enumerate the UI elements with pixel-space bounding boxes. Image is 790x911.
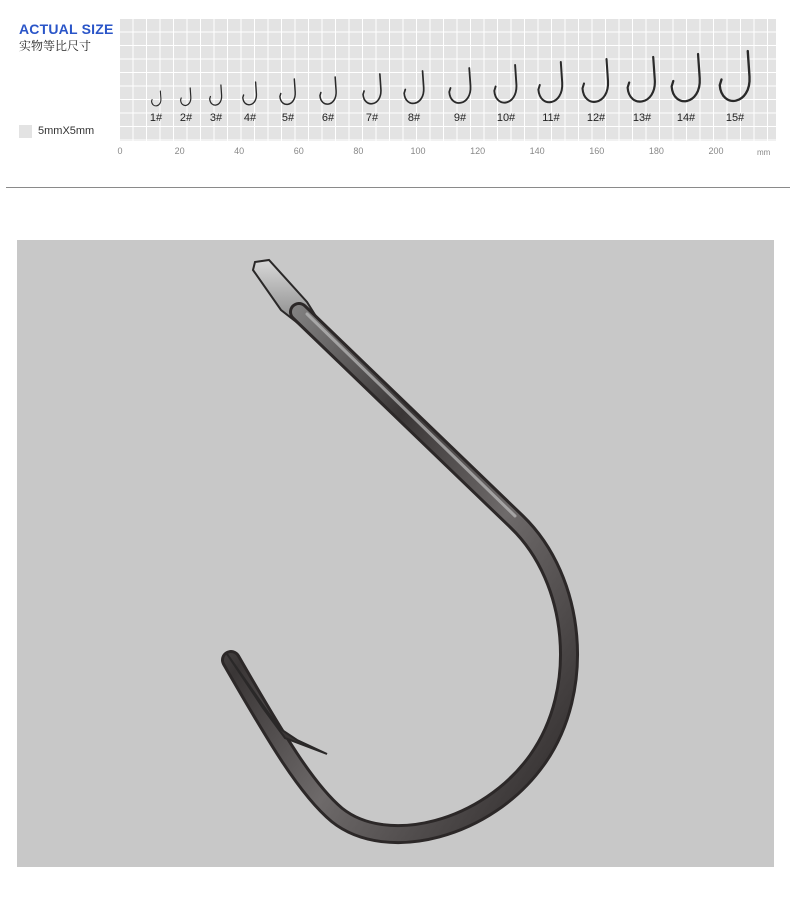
hook-outline-icon xyxy=(277,77,299,110)
axis-tick-label: 20 xyxy=(174,146,185,156)
hook-product-photo xyxy=(17,240,774,867)
axis-tick-label: 180 xyxy=(648,146,664,156)
hook-outline-icon xyxy=(491,63,521,110)
hook-outline-icon xyxy=(446,66,475,110)
hook-outline-icon xyxy=(716,49,755,110)
section-divider xyxy=(6,187,790,188)
hook-size-label: 1# xyxy=(149,112,163,124)
hook-outline-icon xyxy=(360,72,385,110)
axis-tick-label: 80 xyxy=(353,146,364,156)
hook-size-label: 3# xyxy=(209,112,223,124)
hook-size-label: 9# xyxy=(453,112,467,124)
hook-outline-icon xyxy=(149,89,164,110)
hook-size-label: 10# xyxy=(496,112,516,124)
axis-tick-label: 60 xyxy=(293,146,304,156)
hook-outline-icon xyxy=(178,86,194,110)
hook-outline-icon xyxy=(317,75,340,110)
axis-unit-label: mm xyxy=(757,148,771,157)
actual-size-subtitle: 实物等比尺寸 xyxy=(19,39,92,53)
axis-tick-label: 100 xyxy=(410,146,426,156)
axis-tick-label: 140 xyxy=(529,146,545,156)
hook-size-label: 15# xyxy=(725,112,745,124)
hook-outline-icon xyxy=(579,57,613,110)
axis-tick-label: 40 xyxy=(234,146,245,156)
hook-outline-icon xyxy=(624,55,660,110)
axis-tick-label: 0 xyxy=(117,146,123,156)
hook-size-label: 11# xyxy=(542,112,560,124)
hook-outline-icon xyxy=(240,80,260,110)
size-chart-panel xyxy=(0,0,790,190)
hook-size-label: 14# xyxy=(676,112,696,124)
hook-size-label: 6# xyxy=(321,112,335,124)
hook-size-label: 2# xyxy=(179,112,193,124)
hook-outline-icon xyxy=(535,60,567,110)
axis-tick-label: 120 xyxy=(470,146,486,156)
hook-size-label: 12# xyxy=(586,112,606,124)
grid-legend-swatch xyxy=(19,125,32,138)
hook-outline-icon xyxy=(668,52,705,110)
fishing-hook-icon xyxy=(17,240,774,867)
hook-size-label: 8# xyxy=(407,112,421,124)
hook-size-label: 13# xyxy=(632,112,652,124)
hook-outline-icon xyxy=(207,83,225,110)
hook-size-label: 5# xyxy=(281,112,295,124)
hook-size-label: 4# xyxy=(243,112,257,124)
grid-legend-label: 5mmX5mm xyxy=(38,125,95,137)
axis-tick-label: 160 xyxy=(589,146,605,156)
actual-size-title: ACTUAL SIZE xyxy=(19,21,114,37)
hook-size-label: 7# xyxy=(365,112,379,124)
hook-outline-icon xyxy=(401,69,428,110)
axis-tick-label: 200 xyxy=(708,146,724,156)
